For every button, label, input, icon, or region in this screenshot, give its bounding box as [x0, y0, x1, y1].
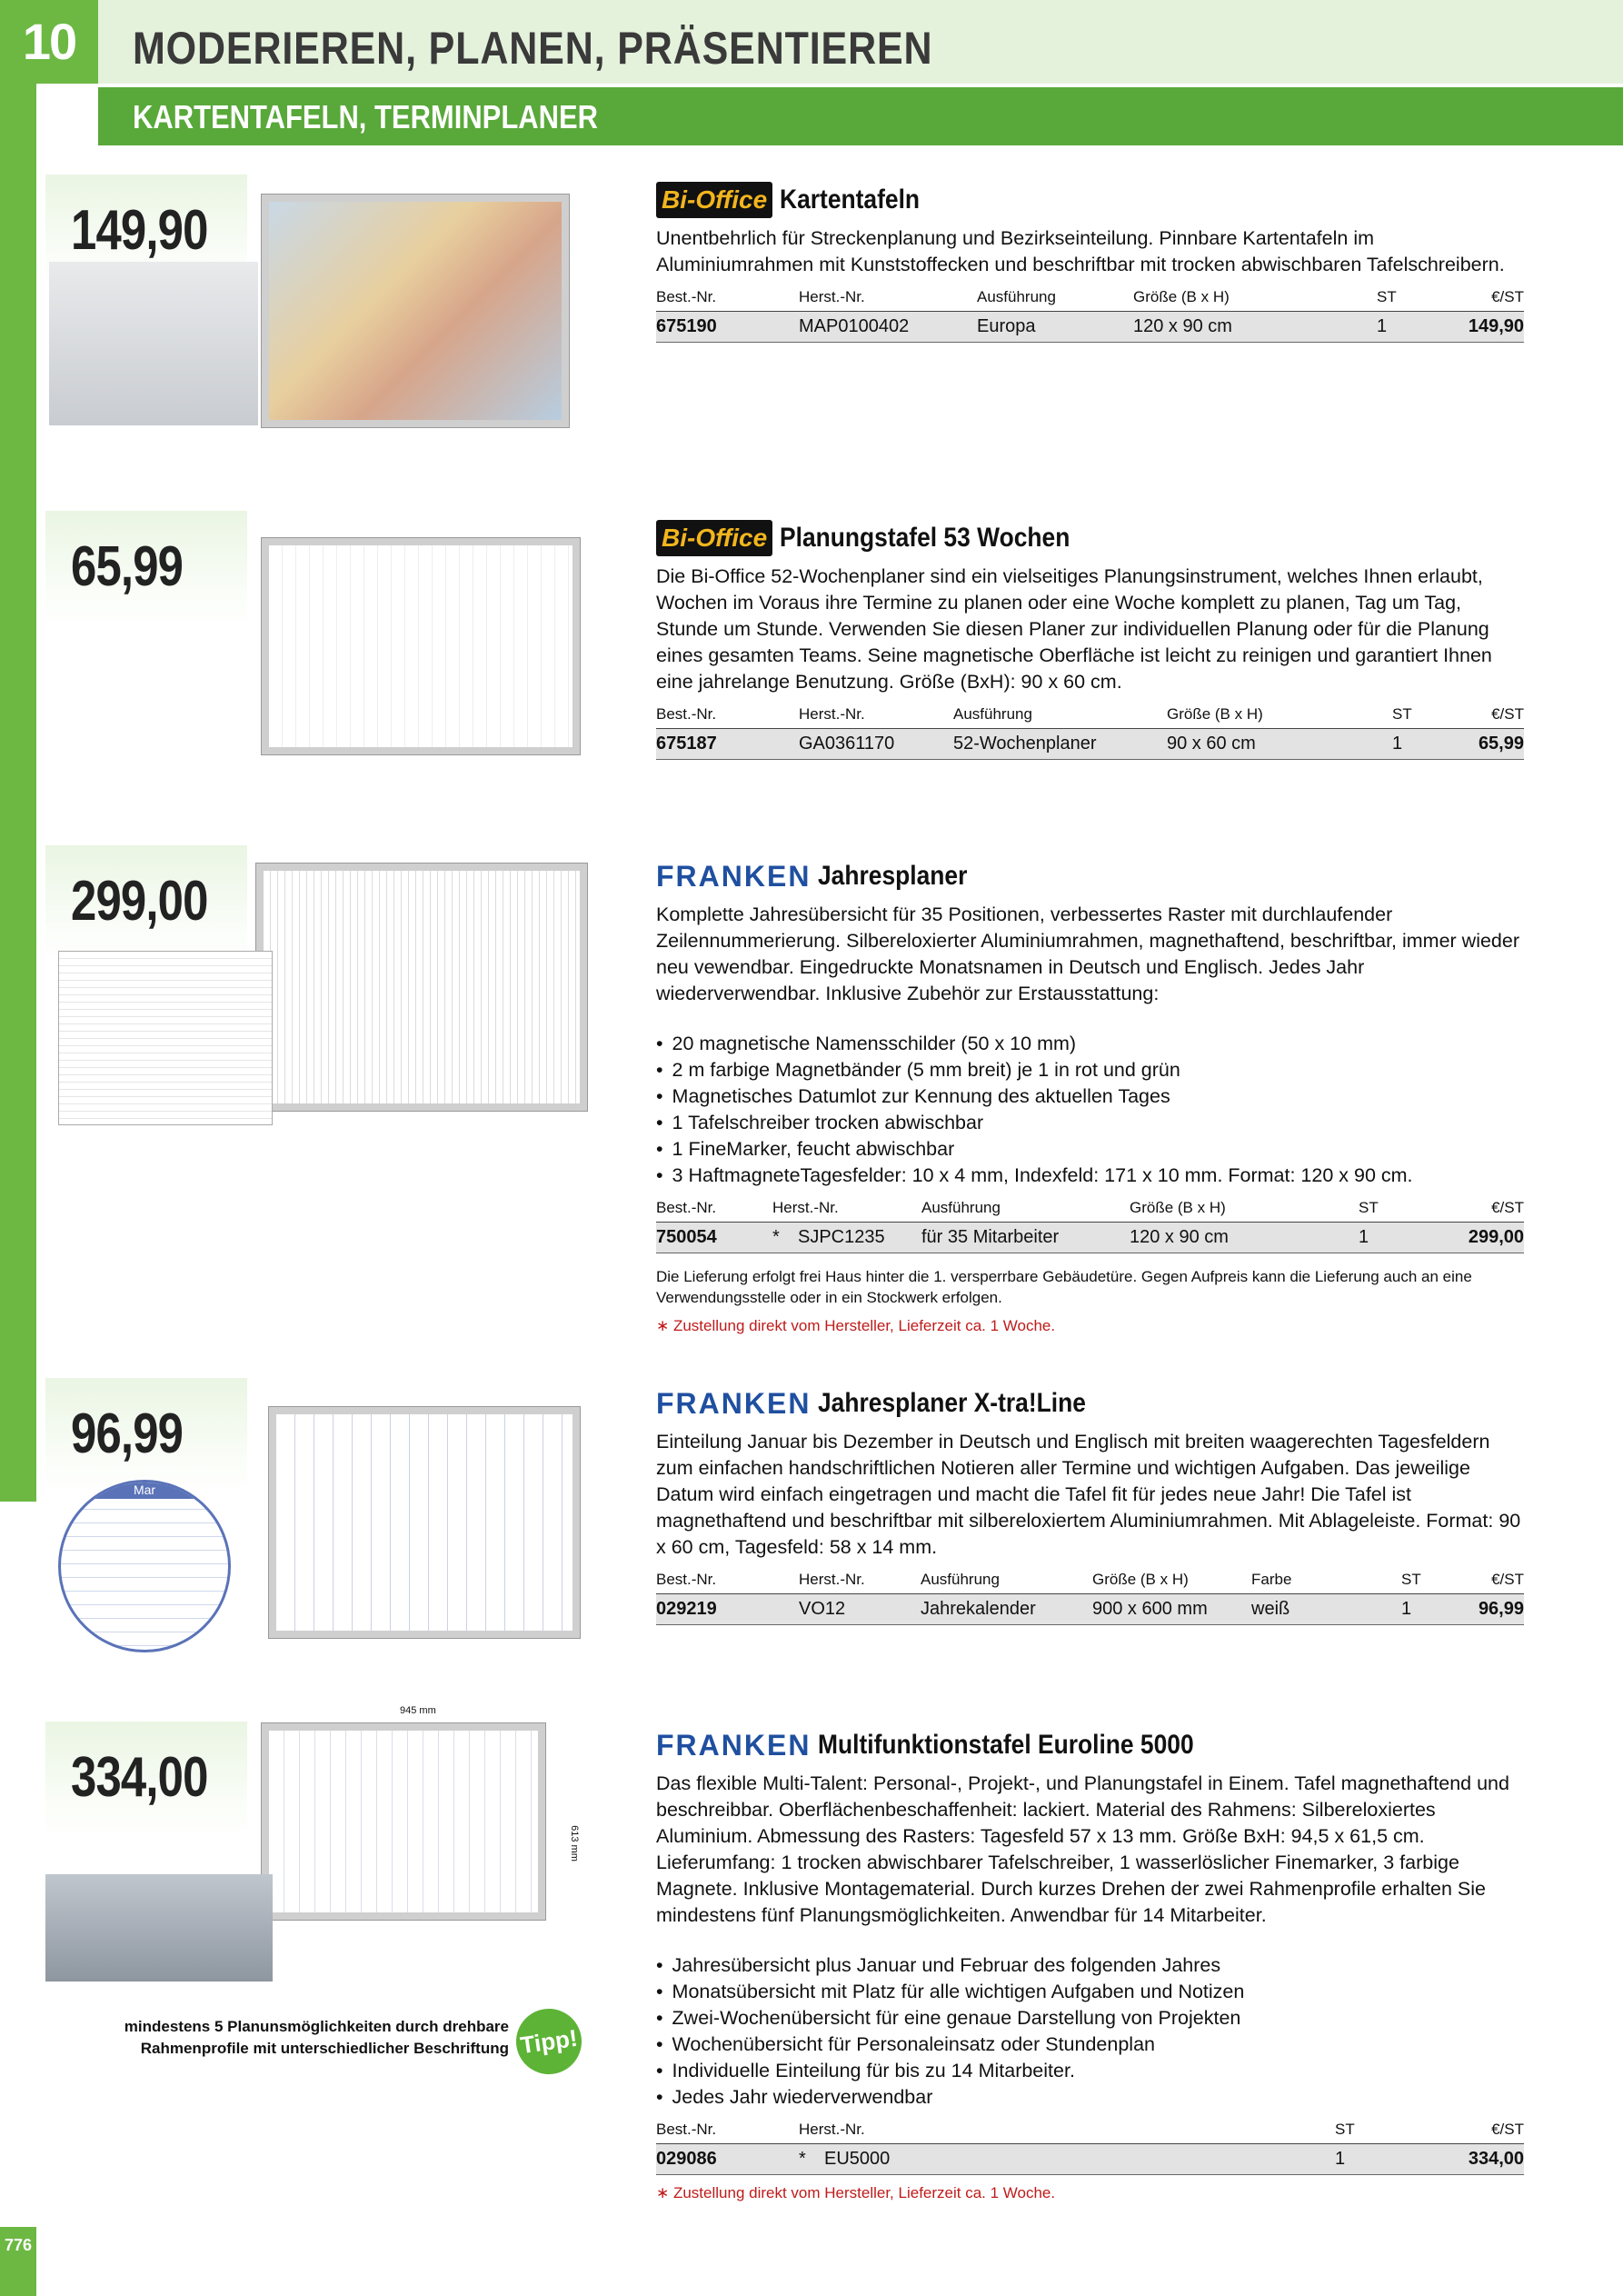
- product-description: Unentbehrlich für Streckenplanung und Bezirkseinteilung. Pinnbare Kartentafeln im Aluminiumrahmen mit Kunststoffecken und beschriftbar mit trocken abwischbaren Tafelschreibern.: [656, 227, 1505, 275]
- price-badge: 299,00: [45, 845, 247, 962]
- table-row: 029219 VO12 Jahrekalender 900 x 600 mm weiß 1 96,99: [656, 1593, 1524, 1624]
- order-table: Best.-Nr. Herst.-Nr. ST €/ST 029086 * EU5000 1 334,00: [656, 2116, 1524, 2175]
- order-table: Best.-Nr. Herst.-Nr. Ausführung Größe (B x H) ST €/ST 675190 MAP0100402 Europa 120 x 90 cm 1 149,90: [656, 284, 1524, 343]
- franken-logo: FRANKEN: [656, 1729, 812, 1762]
- order-table: Best.-Nr. Herst.-Nr. Ausführung Größe (B x H) ST €/ST 675187 GA0361170 52-Wochenplaner 90 x 60 cm 1 65,99: [656, 701, 1524, 760]
- office-room-image: [49, 262, 258, 425]
- page-subtitle: KARTENTAFELN, TERMINPLANER: [133, 98, 598, 135]
- price-badge: 334,00: [45, 1722, 247, 1838]
- product-description: Die Bi-Office 52-Wochenplaner sind ein vielseitiges Planungsinstrument, welches Ihnen erlaubt, Wochen im Voraus ihre Termine zu planen oder eine Woche komplett zu planen, Tag um Tag, Stunde um Stunde. Verwenden Sie diesen Planer zur individuellen Planung oder für die Planung eines gesamten Teams. Seine magnetische Oberfläche ist leicht zu reinigen und garantiert Ihnen eine jahrelange Benutzung. Größe (BxH): 90 x 60 cm.: [656, 565, 1492, 693]
- table-row: 750054 * SJPC1235 für 35 Mitarbeiter 120 x 90 cm 1 299,00: [656, 1222, 1524, 1253]
- week-planner-image: [262, 538, 580, 754]
- delivery-time-note: ∗ Zustellung direkt vom Hersteller, Lieferzeit ca. 1 Woche.: [656, 2183, 1056, 2201]
- page-number: 776: [0, 2227, 36, 2296]
- product-description: Das flexible Multi-Talent: Personal-, Projekt-, und Planungstafel in Einem. Tafel magnethaftend und beschreibbar. Oberflächenbeschaffenheit: lackiert. Material des Rahmens: Silbereloxiertes Aluminium. Abmessung des Rasters: Tagesfeld 57 x 13 mm. Größe BxH: 94,5 x 61,5 cm. Lieferumfang: 1 trocken abwischbarer Tafelschreiber, 1 wasserlöslicher Finemarker, 3 farbige Magnete. Inklusive Montagematerial. Durch kurzes Drehen der zwei Rahmenprofile erhalten Sie mindestens fünf Planungsmöglichkeiten. Anwendbar für 14 Mitarbeiter.: [656, 1772, 1509, 1926]
- product-title: Kartentafeln: [780, 185, 921, 215]
- product-kartentafeln: [656, 182, 1524, 343]
- xtraline-planner-image: [269, 1407, 580, 1638]
- width-dimension: 945 mm: [400, 1705, 436, 1716]
- tip-badge: Tipp!: [512, 2004, 585, 2078]
- delivery-note: Die Lieferung erfolgt frei Haus hinter die 1. versperrbare Gebäudetüre. Gegen Aufpreis kann die Lieferung auch an eine Verwendungsstelle oder in ein Stockwerk erfolgen.: [656, 1267, 1472, 1306]
- frame-rotation-image: [45, 1874, 273, 1982]
- product-title: Multifunktionstafel Euroline 5000: [818, 1730, 1195, 1760]
- accessory-list: • 20 magnetische Namensschilder (50 x 10 mm) • 2 m farbige Magnetbänder (5 mm breit) je 1 in rot und grün • Magnetisches Datumlot zur Kennung des aktuellen Tages • 1 Tafelschreiber trocken abwischbar • 1 FineMarker, feucht abwischbar • 3 HaftmagneteTagesfelder: 10 x 4 mm, Indexfeld: 171 x 10 mm. Format: 120 x 90 cm.: [656, 1031, 1524, 1189]
- tip-caption: mindestens 5 Planunsmöglichkeiten durch drehbare Rahmenprofile mit unterschiedlicher Beschriftung: [124, 2018, 509, 2057]
- product-euroline: [656, 1727, 1524, 2202]
- planner-zoom-image: Mar: [58, 1480, 231, 1652]
- price-badge: 149,90: [45, 175, 247, 291]
- bi-office-logo: Bi-Office: [656, 182, 772, 218]
- height-dimension: 613 mm: [568, 1825, 580, 1862]
- euroline-board-image: [262, 1723, 545, 1920]
- table-row: 029086 * EU5000 1 334,00: [656, 2143, 1524, 2174]
- delivery-time-note: ∗ Zustellung direkt vom Hersteller, Lieferzeit ca. 1 Woche.: [656, 1316, 1056, 1334]
- price-badge: 96,99: [45, 1378, 247, 1494]
- price-badge: 65,99: [45, 511, 247, 627]
- feature-list: • Jahresübersicht plus Januar und Februar des folgenden Jahres • Monatsübersicht mit Platz für alle wichtigen Aufgaben und Notizen • Zwei-Wochenübersicht für eine genaue Darstellung von Projekten • Wochenübersicht für Personaleinsatz oder Stundenplan • Individuelle Einteilung für bis zu 14 Mitarbeiter. • Jedes Jahr wiederverwendbar: [656, 1952, 1524, 2111]
- chapter-number: 10: [0, 0, 98, 84]
- bi-office-logo: Bi-Office: [656, 520, 772, 556]
- page-title: MODERIEREN, PLANEN, PRÄSENTIEREN: [133, 23, 933, 74]
- franken-logo: FRANKEN: [656, 860, 812, 893]
- order-table: Best.-Nr. Herst.-Nr. Ausführung Größe (B x H) ST €/ST 750054 * SJPC1235 für 35 Mitarbeiter 120 x 90 cm 1 299,00: [656, 1194, 1524, 1253]
- planner-detail-image: [58, 951, 273, 1125]
- table-row: 675187 GA0361170 52-Wochenplaner 90 x 60 cm 1 65,99: [656, 728, 1524, 759]
- product-description: Komplette Jahresübersicht für 35 Positionen, verbessertes Raster mit durchlaufender Zeilennummerierung. Silbereloxierter Aluminiumrahmen, magnethaftend, beschriftbar, immer wieder neu vewendbar. Eingedruckte Monatsnamen in Deutsch und Englisch. Jedes Jahr wiederverwendbar. Inklusive Zubehör zur Erstausstattung:: [656, 903, 1520, 1004]
- year-planner-image: [256, 863, 587, 1111]
- product-xtraline: [656, 1385, 1524, 1625]
- product-description: Einteilung Januar bis Dezember in Deutsch und Englisch mit breiten waagerechten Tagesfeldern zum einfachen handschriftlichen Notieren aller Termine und wichtigen Aufgaben. Das jeweilige Datum wird einfach eingetragen und macht die Tafel fit für jedes neue Jahr! Die Tafel ist magnethaftend und beschriftbar mit silbereloxiertem Aluminiumrahmen. Mit Ablageleiste. Format: 90 x 60 cm, Tagesfeld: 58 x 14 mm.: [656, 1431, 1521, 1558]
- order-table: Best.-Nr. Herst.-Nr. Ausführung Größe (B x H) Farbe ST €/ST 029219 VO12 Jahrekalender 900 x 600 mm weiß 1 96,99: [656, 1566, 1524, 1625]
- product-planungstafel: [656, 520, 1524, 760]
- chapter-color-strip: [0, 84, 36, 1502]
- product-title: Jahresplaner X-tra!Line: [818, 1388, 1087, 1418]
- product-title: Planungstafel 53 Wochen: [780, 523, 1070, 553]
- europe-map-image: [262, 195, 569, 427]
- table-row: 675190 MAP0100402 Europa 120 x 90 cm 1 149,90: [656, 311, 1524, 342]
- franken-logo: FRANKEN: [656, 1387, 812, 1420]
- product-title: Jahresplaner: [818, 861, 968, 891]
- product-jahresplaner: [656, 858, 1524, 1335]
